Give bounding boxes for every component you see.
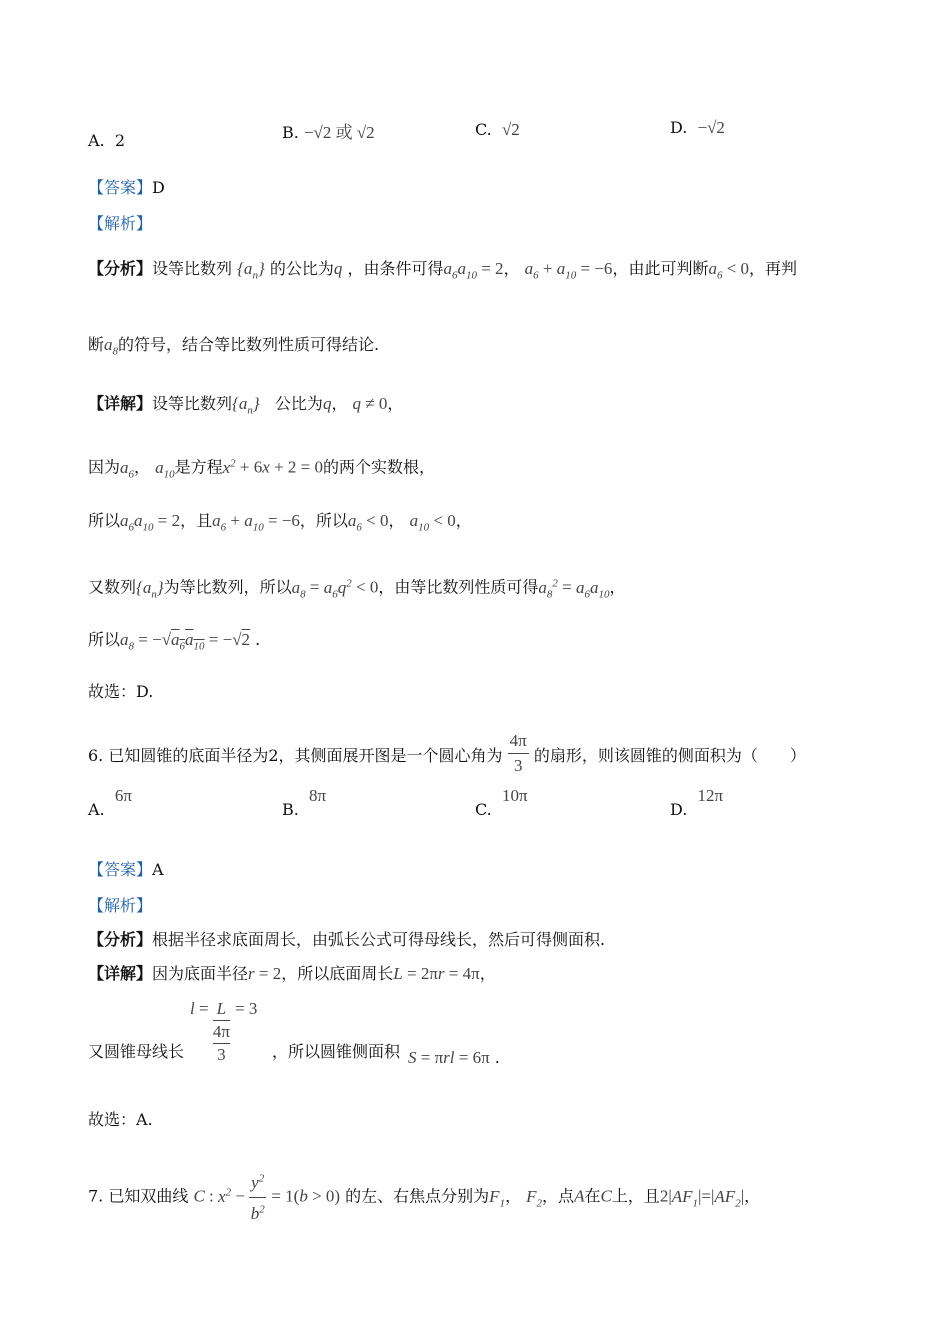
- q6-stem: 6. 已知圆锥的底面半径为2，其侧面展开图是一个圆心角为 $\frac{4\pi}{3}$ 的扇形，则该圆锥的侧面积为（ ）: [88, 731, 806, 775]
- q6-analysis-tag: 【解析】: [88, 896, 153, 915]
- q6-option-d: D. 12π: [670, 786, 724, 819]
- q5-option-a: A. 2: [88, 131, 125, 150]
- q5-fenxi-line1: 【分析】设等比数列 $\{a_n\}$ 的公比为q ，由条件可得$a_6a_{10} = 2$， $a_6 + a_{10} = -6$，由此可判断$a_6 < 0$，再判: [88, 259, 798, 282]
- q6-detail-line2: 又圆锥母线长: [88, 1042, 185, 1061]
- q6-option-b: B. 8π: [282, 786, 327, 819]
- q5-detail-line4: 又数列$\{a_n\}$为等比数列，所以$a_8 = a_6q^2 < 0$，由等比数列性质可得$a_8^2 = a_6a_{10}$，: [88, 577, 626, 601]
- q6-detail-line1: 【详解】因为底面半径r = 2，所以底面周长L = 2πr = 4π，: [88, 964, 496, 983]
- q5-answer: 【答案】D: [88, 178, 165, 197]
- q5-detail-line1: 【详解】设等比数列$\{a_n\}$ 公比为q， q ≠ 0，: [88, 394, 404, 417]
- q5-choose: 故选：D.: [88, 682, 154, 701]
- q6-detail-line2b: ，所以圆锥侧面积: [272, 1042, 401, 1061]
- q5-detail-line5: 所以$a_8 = -√a_6a_{10} = -√2$ .: [88, 630, 261, 653]
- q5-detail-line3: 所以$a_6a_{10} = 2$，且$a_6 + a_{10} = -6$，所以$a_6 < 0$， $a_{10} < 0$，: [88, 511, 472, 534]
- q6-area-formula: S = πrl = 6π .: [408, 1048, 500, 1067]
- q7-stem: 7. 已知双曲线 C : $x^2$ − $\frac{y^2}{b^2}$ = 1(b > 0) 的左、右焦点分别为$F_1$， $F_2$，点A在C上，且$2|AF_1|=|AF_2|$，: [88, 1166, 760, 1228]
- q6-answer: 【答案】A: [88, 860, 164, 879]
- q5-option-c: C. √2: [475, 120, 520, 139]
- q6-option-c: C. 10π: [475, 786, 528, 819]
- q6-choose: 故选：A.: [88, 1110, 153, 1129]
- q6-slant-formula: l = L 4π 3 = 3: [190, 999, 258, 1064]
- q5-fenxi-line2: 断$a_8$的符号，结合等比数列性质可得结论.: [88, 335, 380, 358]
- q6-fenxi: 【分析】根据半径求底面周长，由弧长公式可得母线长，然后可得侧面积.: [88, 930, 606, 949]
- q5-analysis-tag: 【解析】: [88, 214, 153, 233]
- q5-detail-line2: 因为$a_6$， $a_{10}$是方程$x^2 + 6x + 2 = 0$的两个实数根，: [88, 457, 436, 481]
- q6-option-a: A. 6π: [88, 786, 132, 819]
- q5-option-d: D. −√2: [670, 118, 725, 137]
- q5-option-b: B. −√2 或 √2: [282, 123, 375, 142]
